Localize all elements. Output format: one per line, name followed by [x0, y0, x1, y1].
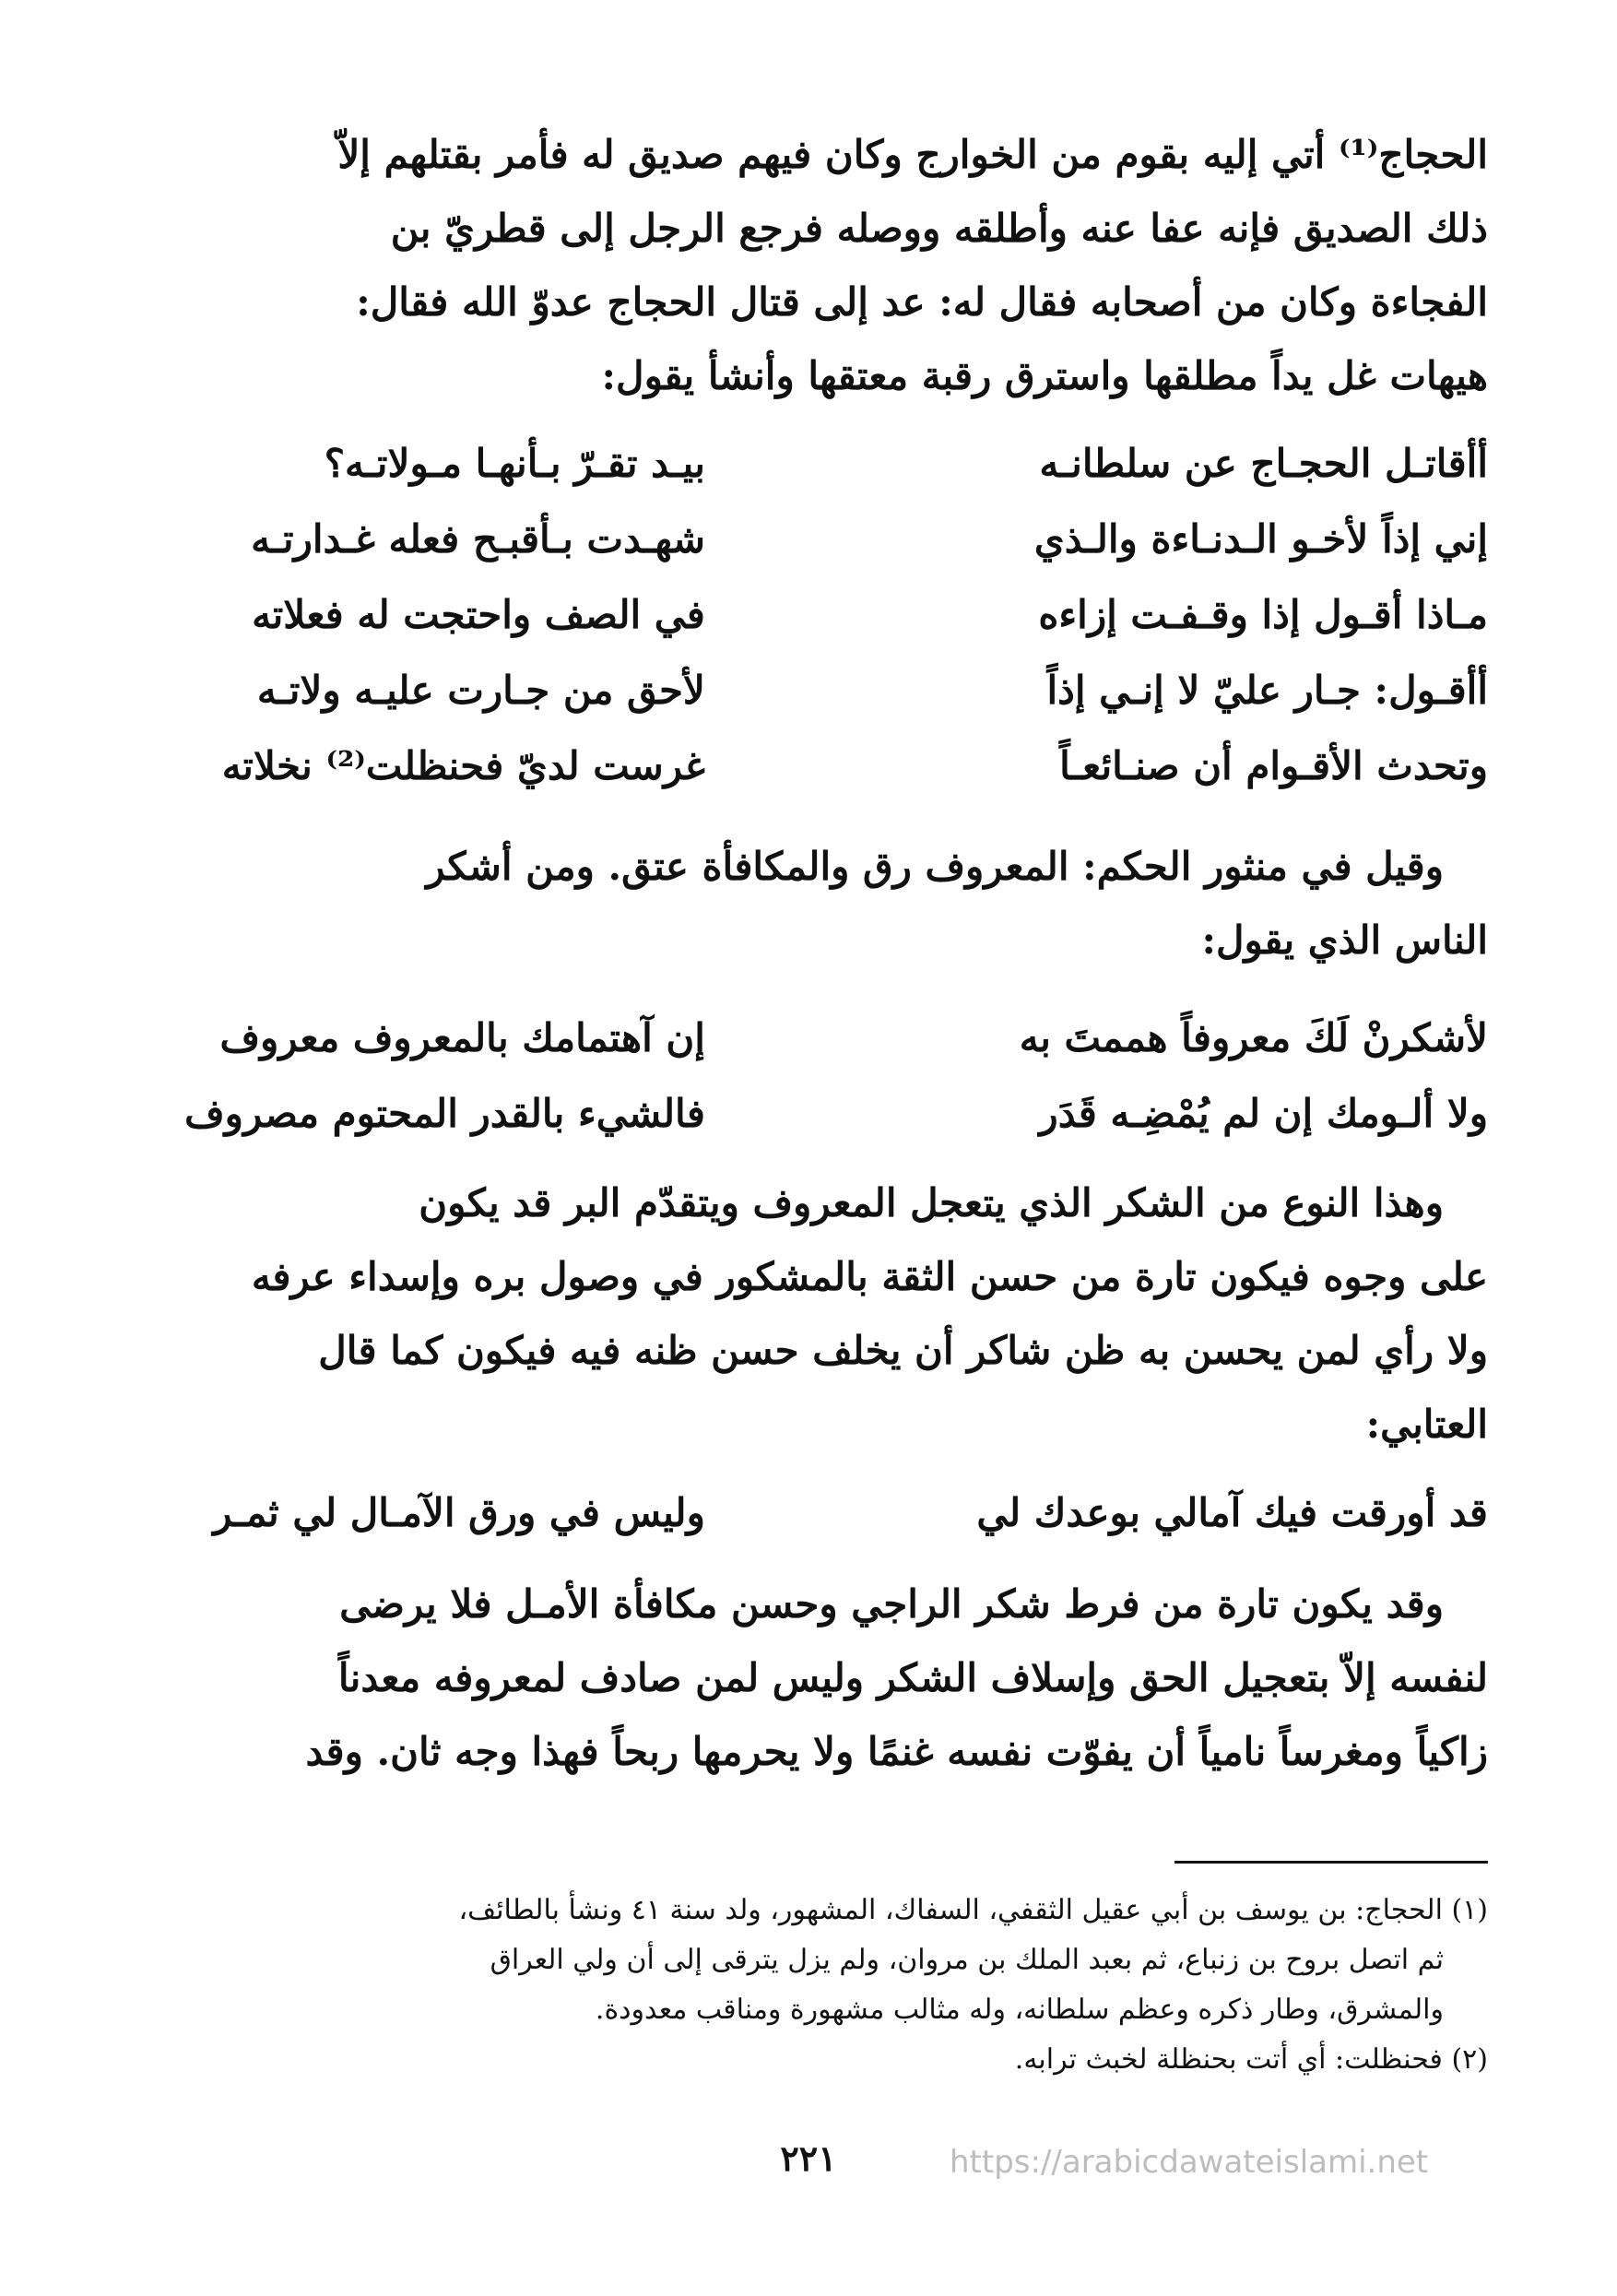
verse [138, 426, 1488, 502]
footnote-1-continuation: والمشرق، وطار ذكره وعظم سلطانه، وله مثالب مشهورة ومناقب معدودة. [595, 1994, 1444, 2026]
verse [138, 1475, 1488, 1551]
verse-first-hemistich: وتحدث الأقـوام أن صنـائعـاً [1059, 743, 1488, 788]
text-line: زاكياً ومغرساً نامياً أن يفوّت نفسه غنمًا ولا يحرمها ربحاً فهذا وجه ثان. وقد [305, 1729, 1488, 1774]
paragraph-hajjaj-story [120, 118, 1488, 413]
text-line: الحجاج⁽¹⁾ أتي إليه بقوم من الخوارج وكان فيهم صديق له فأمر بقتلهم إلاّ [337, 132, 1488, 177]
verse-first-hemistich: أأقـول: جـار عليّ لا إنـي إذاً [1046, 668, 1488, 713]
page-number: ٢٢١ [780, 2137, 837, 2179]
text-line: الناس الذي يقول: [1201, 917, 1488, 963]
text-line: العتابي: [1365, 1402, 1488, 1447]
footnotes [120, 1886, 1488, 2085]
text-line: الفجاءة وكان من أصحابه فقال له: عد إلى قتال الحجاج عدوّ الله فقال: [356, 279, 1488, 325]
verse-second-hemistich: شهـدت بـأقبـح فعله غـدارتـه [251, 516, 705, 562]
paragraph-gratitude-types [120, 1166, 1488, 1462]
text-line: لنفسه إلاّ بتعجيل الحق وإسلاف الشكر وليس لمن صادف لمعروفه معدناً [337, 1655, 1488, 1700]
verse-second-hemistich: فالشيء بالقدر المحتوم مصروف [184, 1091, 705, 1136]
paragraph-maxims [120, 830, 1488, 977]
verse-second-hemistich: في الصف واحتجت له فعلاته [252, 592, 705, 637]
verse-first-hemistich: ولا ألـومك إن لم يُمْضِـه قَدَر [1039, 1091, 1488, 1136]
footnote-1-continuation: ثم اتصل بروح بن زنباع، ثم بعبد الملك بن مروان، ولم يزل يترقى إلى أن ولي العراق [490, 1944, 1444, 1976]
verse-second-hemistich: غرست لديّ فحنظلت⁽²⁾ نخلاته [221, 743, 705, 788]
text-line: ذلك الصديق فإنه عفا عنه وأطلقه ووصله فرجع الرجل إلى قطريّ بن [390, 206, 1488, 251]
footnote-2: (٢) فحنظلت: أي أتت بحنظلة لخبث ترابه. [1014, 2043, 1488, 2076]
watermark-url: https://arabicdawateislami.net [950, 2144, 1429, 2181]
verse [138, 1076, 1488, 1152]
text-line: هيهات غل يداً مطلقها واسترق رقبة معتقها وأنشأ يقول: [601, 353, 1488, 398]
verse-first-hemistich: لأشكرنْ لَكَ معروفاً هممتَ به [1019, 1015, 1488, 1060]
footnote-1: (١) الحجاج: بن يوسف بن أبي عقيل الثقفي، السفاك، المشهور، ولد سنة ٤١ ونشأ بالطائف، [458, 1894, 1488, 1926]
verse [138, 1000, 1488, 1076]
verse [138, 502, 1488, 577]
poem-attabi [138, 1475, 1488, 1551]
footnote-separator [1174, 1861, 1488, 1864]
verse [138, 577, 1488, 653]
verse-first-hemistich: مـاذا أقـول إذا وقـفـت إزاءه [1038, 592, 1488, 637]
verse-second-hemistich: إن آهتمامك بالمعروف معروف [219, 1015, 705, 1060]
verse [138, 653, 1488, 728]
poem-gratitude [138, 1000, 1488, 1152]
verse-second-hemistich: بيـد تقـرّ بـأنهـا مـولاتـه؟ [324, 441, 705, 486]
verse-first-hemistich: إني إذاً لأخـو الـدنـاءة والـذي [1033, 516, 1488, 562]
verse-first-hemistich: أأقاتـل الحجـاج عن سلطانـه [1039, 441, 1488, 486]
text-line: وهذا النوع من الشكر الذي يتعجل المعروف ويتقدّم البر قد يكون [419, 1180, 1444, 1225]
text-line: وقد يكون تارة من فرط شكر الراجي وحسن مكافأة الأمـل فلا يرضى [339, 1581, 1444, 1627]
verse [138, 728, 1488, 804]
text-line: وقيل في منثور الحكم: المعروف رق والمكافأة عتق. ومن أشكر [426, 844, 1444, 889]
text-line: ولا رأي لمن يحسن به ظن شاكر أن يخلف حسن ظنه فيه فيكون كما قال [318, 1328, 1488, 1373]
verse-second-hemistich: وليس في ورق الآمـال لي ثمـر [213, 1490, 705, 1535]
verse-first-hemistich: قد أورقت فيك آمالي بوعدك لي [976, 1490, 1488, 1535]
paragraph-hope [120, 1568, 1488, 1789]
poem-qatari [138, 426, 1488, 804]
verse-second-hemistich: لأحق من جـارت عليـه ولاتـه [256, 668, 705, 713]
text-line: على وجوه فيكون تارة من حسن الثقة بالمشكور في وصول بره وإسداء عرفه [251, 1254, 1488, 1299]
